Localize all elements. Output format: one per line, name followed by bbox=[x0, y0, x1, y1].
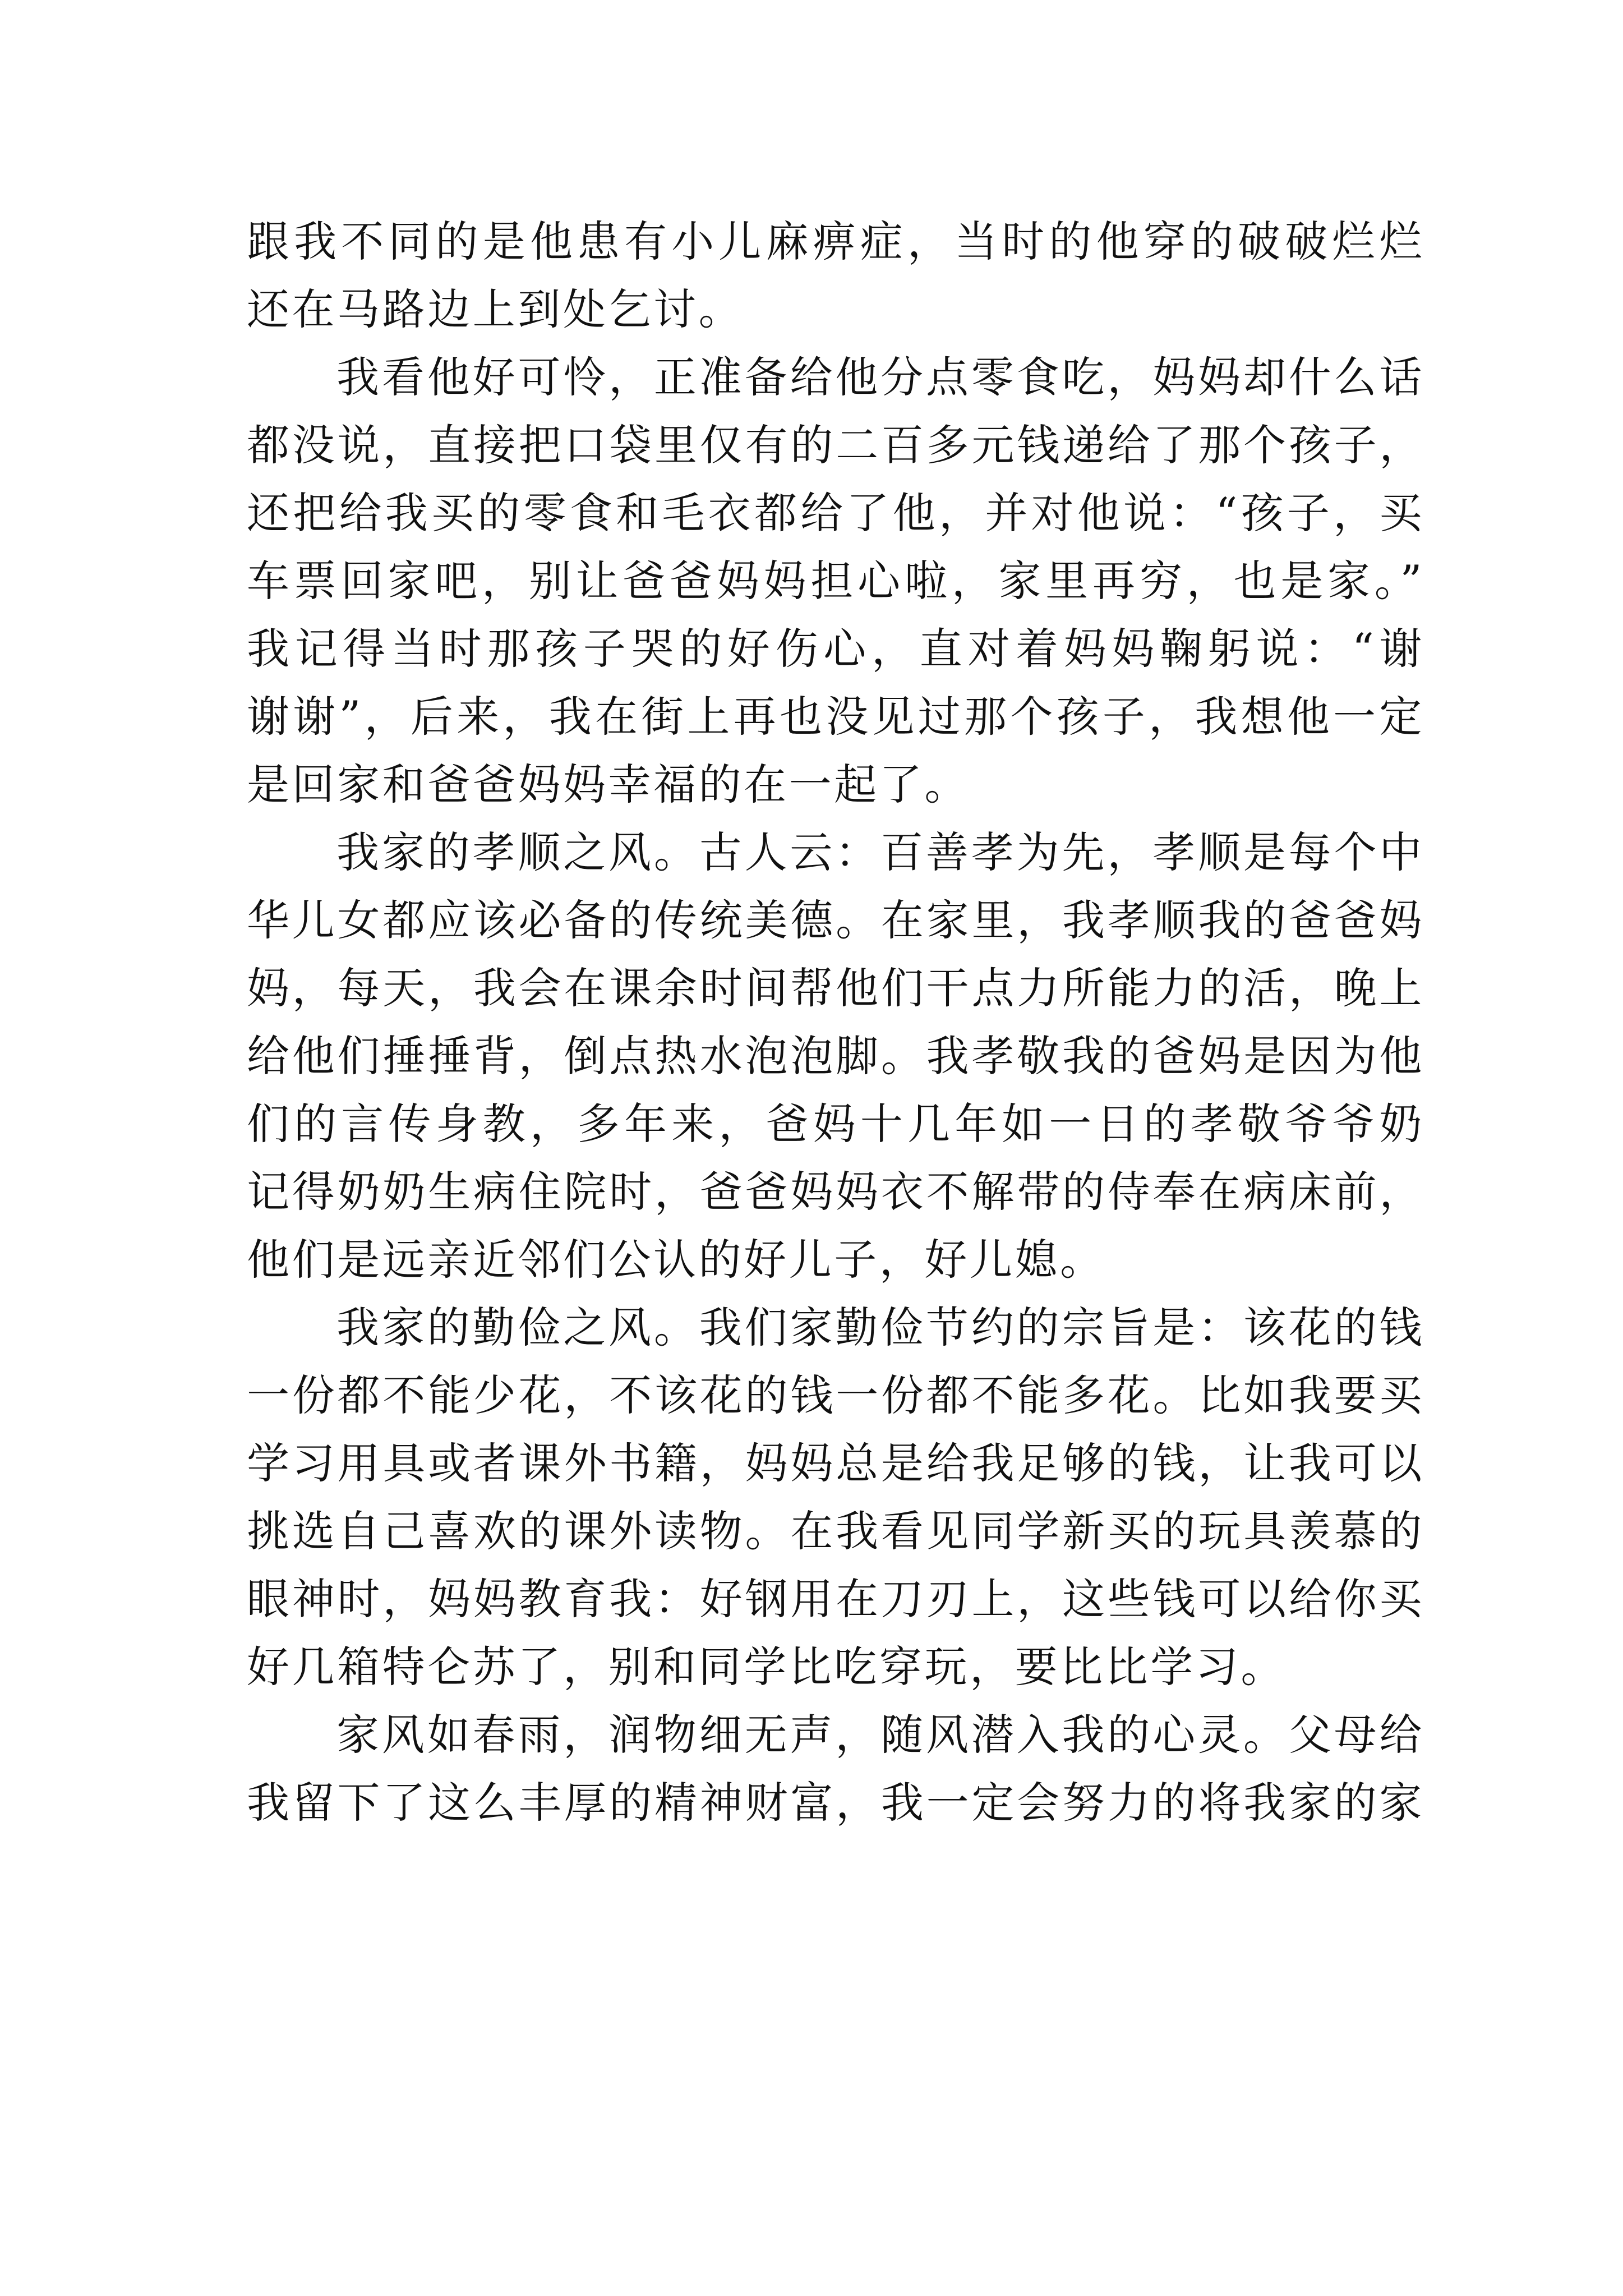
text-line: 都没说，直接把口袋里仅有的二百多元钱递给了那个孩子， bbox=[247, 420, 1424, 470]
text-line: 妈，每天，我会在课余时间帮他们干点力所能力的活，晚上 bbox=[247, 963, 1424, 1013]
text-line: 华儿女都应该必备的传统美德。在家里，我孝顺我的爸爸妈 bbox=[247, 895, 1424, 945]
text-line: 给他们捶捶背，倒点热水泡泡脚。我孝敬我的爸妈是因为他 bbox=[247, 1031, 1424, 1081]
text-line: 记得奶奶生病住院时，爸爸妈妈衣不解带的侍奉在病床前， bbox=[247, 1167, 1424, 1217]
text-line: 一份都不能少花，不该花的钱一份都不能多花。比如我要买 bbox=[247, 1370, 1424, 1420]
text-line: 还在马路边上到处乞讨。 bbox=[247, 284, 744, 334]
text-line: 眼神时，妈妈教育我：好钢用在刀刃上，这些钱可以给你买 bbox=[247, 1574, 1424, 1624]
text-line: 他们是远亲近邻们公认的好儿子，好儿媳。 bbox=[247, 1235, 1105, 1285]
paragraph-start-line: 家风如春雨，润物细无声，随风潜入我的心灵。父母给 bbox=[336, 1710, 1424, 1760]
text-line: 跟我不同的是他患有小儿麻痹症，当时的他穿的破破烂烂 bbox=[247, 217, 1424, 266]
text-line: 谢谢”，后来，我在街上再也没见过那个孩子，我想他一定 bbox=[247, 692, 1424, 742]
body-text bbox=[247, 208, 1424, 1837]
paragraph-start-line: 我看他好可怜，正准备给他分点零食吃，妈妈却什么话 bbox=[336, 352, 1424, 402]
text-line: 我留下了这么丰厚的精神财富，我一定会努力的将我家的家 bbox=[247, 1778, 1424, 1828]
text-line: 挑选自己喜欢的课外读物。在我看见同学新买的玩具羡慕的 bbox=[247, 1506, 1424, 1556]
text-line: 是回家和爸爸妈妈幸福的在一起了。 bbox=[247, 760, 970, 809]
text-line: 车票回家吧，别让爸爸妈妈担心啦，家里再穷，也是家。” bbox=[247, 556, 1424, 606]
paragraph-start-line: 我家的孝顺之风。古人云：百善孝为先，孝顺是每个中 bbox=[336, 827, 1424, 877]
text-line: 还把给我买的零食和毛衣都给了他，并对他说：“孩子，买 bbox=[247, 488, 1424, 538]
text-line: 们的言传身教，多年来，爸妈十几年如一日的孝敬爷爷奶 bbox=[247, 1099, 1424, 1149]
text-line: 学习用具或者课外书籍，妈妈总是给我足够的钱，让我可以 bbox=[247, 1438, 1424, 1488]
paragraph-start-line: 我家的勤俭之风。我们家勤俭节约的宗旨是：该花的钱 bbox=[336, 1303, 1424, 1352]
text-line: 好几箱特仑苏了，别和同学比吃穿玩，要比比学习。 bbox=[247, 1642, 1286, 1692]
text-line: 我记得当时那孩子哭的好伤心，直对着妈妈鞠躬说：“谢 bbox=[247, 624, 1424, 674]
